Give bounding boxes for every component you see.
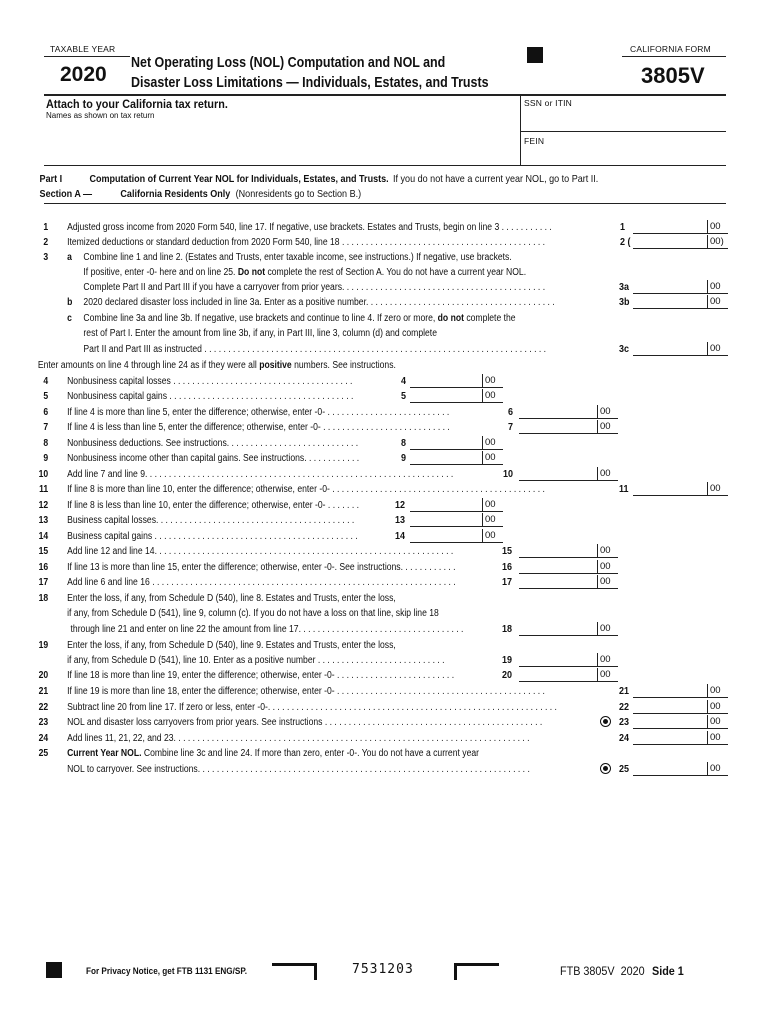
line-24-input[interactable] bbox=[633, 731, 707, 745]
line-24-cents[interactable]: 00 bbox=[707, 731, 728, 745]
line-18-row1 bbox=[0, 591, 662, 606]
ssn-divider bbox=[520, 95, 521, 165]
line-5-cents[interactable]: 00 bbox=[482, 389, 503, 403]
line-text: Combine line 3a and line 3b. If negative, use brackets and continue to line 4. If zero or more, bbox=[83, 313, 436, 324]
line-number: 20 bbox=[38, 670, 49, 681]
side-label: Side 1 bbox=[652, 964, 684, 978]
line-20-ref: 20 bbox=[502, 670, 513, 681]
line-number: 4 bbox=[43, 376, 49, 387]
line-number: 18 bbox=[38, 593, 49, 604]
line-number: 19 bbox=[38, 640, 49, 651]
ssn-label: SSN or ITIN bbox=[524, 98, 573, 108]
attach-notice: Attach to your California tax return. bbox=[46, 97, 228, 111]
line-14-ref: 14 bbox=[395, 531, 406, 542]
line-6-input[interactable] bbox=[519, 405, 597, 419]
line-10-input[interactable] bbox=[519, 467, 597, 481]
line-text: Nonbusiness income other than capital gains. See instructions. . . . . . . . . . . . bbox=[67, 453, 360, 464]
line-1-row bbox=[0, 220, 662, 235]
line-18-input[interactable] bbox=[519, 622, 597, 636]
line-text: Business capital losses. . . . . . . . . . . . . . . . . . . . . . . . . . . . . . . . . . . . . . . . . . bbox=[67, 515, 355, 526]
line-text: complete the rest of Section A. You do not have a current year NOL. bbox=[267, 267, 527, 278]
line-number: 15 bbox=[38, 546, 49, 557]
line-17-ref: 17 bbox=[502, 577, 513, 588]
line-24-ref: 24 bbox=[619, 733, 630, 744]
line-3c-row2 bbox=[0, 326, 662, 341]
line-text: If line 8 is more than line 10, enter the difference; otherwise, enter -0- . . . . . . . . . . . . . . . . . . . . . . . . . . . . . . . . . . . . . . . . . . . . . bbox=[67, 484, 545, 495]
line-19-input[interactable] bbox=[519, 653, 597, 667]
line-12-ref: 12 bbox=[395, 500, 406, 511]
line-7-input[interactable] bbox=[519, 420, 597, 434]
line-21-input[interactable] bbox=[633, 684, 707, 698]
form-title-line1: Net Operating Loss (NOL) Computation and NOL and bbox=[131, 55, 446, 71]
part1-title-note: If you do not have a current year NOL, go to Part II. bbox=[393, 173, 599, 185]
line-text: NOL to carryover. See instructions. . . . . . . . . . . . . . . . . . . . . . . . . . . . . . . . . . . . . . . . . . . . . . . . . . . . . . . . . . . . . . . . . . . . . . bbox=[67, 764, 530, 775]
line-11-row bbox=[0, 482, 662, 497]
line-18-row2 bbox=[0, 606, 662, 621]
line-8-input[interactable] bbox=[410, 436, 482, 450]
line-text: complete the bbox=[466, 313, 516, 324]
part1-title: Computation of Current Year NOL for Individuals, Estates, and Trusts. bbox=[89, 173, 389, 185]
line-7-cents[interactable]: 00 bbox=[597, 420, 618, 434]
line-14-input[interactable] bbox=[410, 529, 482, 543]
line-5-row bbox=[0, 389, 662, 404]
line-21-row bbox=[0, 684, 662, 699]
line-19-row1 bbox=[0, 638, 662, 653]
line-text: Complete Part II and Part III if you have a carryover from prior years. . . . . . . . . . . . . . . . . . . . . . . . . . . . . . . . . . . . . . . . . . . bbox=[83, 282, 546, 293]
line-6-ref: 6 bbox=[508, 407, 514, 418]
line-number: 16 bbox=[38, 562, 49, 573]
line-9-row bbox=[0, 451, 662, 466]
line-16-cents[interactable]: 00 bbox=[597, 560, 618, 574]
line-text: Part II and Part III as instructed . . . . . . . . . . . . . . . . . . . . . . . . . . . . . . . . . . . . . . . . . . . . . . . . . . . . . . . . . . . . . . . . . . . . . . . . bbox=[83, 344, 547, 355]
line-2-row bbox=[0, 235, 662, 250]
ssn-rule bbox=[520, 131, 726, 132]
line-text: If line 19 is more than line 18, enter the difference; otherwise, enter -0- . . . . . . . . . . . . . . . . . . . . . . . . . . . . . . . . . . . . . . . . . . . . bbox=[67, 686, 545, 697]
line-number: 1 bbox=[43, 222, 49, 233]
line-text: Nonbusiness capital losses . . . . . . . . . . . . . . . . . . . . . . . . . . . . . . . . . . . . . . bbox=[67, 376, 353, 387]
line-text: If line 13 is more than line 15, enter the difference; otherwise, enter -0-. See instructions. . . . . . . . . . . . bbox=[67, 562, 456, 573]
line-25-cents[interactable]: 00 bbox=[707, 762, 728, 776]
line-13-ref: 13 bbox=[395, 515, 406, 526]
line-4-cents[interactable]: 00 bbox=[482, 374, 503, 388]
line-number: 6 bbox=[43, 407, 49, 418]
line-3c-ref: 3c bbox=[619, 344, 630, 355]
line-16-ref: 16 bbox=[502, 562, 513, 573]
line-sub-letter: a bbox=[67, 252, 72, 263]
line-2-input[interactable] bbox=[633, 235, 707, 249]
line-text: Enter the loss, if any, from Schedule D (540), line 9. Estates and Trusts, enter the loss, bbox=[67, 640, 396, 651]
form-code: 7531203 bbox=[352, 962, 414, 977]
line-3c-row3 bbox=[0, 342, 662, 357]
section-a-rule bbox=[44, 203, 726, 204]
taxable-year-label: TAXABLE YEAR bbox=[50, 44, 116, 54]
line-3a-row3 bbox=[0, 280, 662, 295]
line-1-ref: 1 bbox=[620, 222, 626, 233]
line-number: 7 bbox=[43, 422, 49, 433]
section-a-title: California Residents Only bbox=[120, 188, 231, 200]
california-form-label: CALIFORNIA FORM bbox=[630, 44, 711, 54]
line-20-input[interactable] bbox=[519, 668, 597, 682]
line-text: 2020 declared disaster loss included in line 3a. Enter as a positive number. . . . . . . . . . . . . . . . . . . . . . . . . . . . . . . . . . . . . . . . bbox=[83, 297, 555, 308]
line-20-cents[interactable]: 00 bbox=[597, 668, 618, 682]
line-text: Add line 7 and line 9. . . . . . . . . . . . . . . . . . . . . . . . . . . . . . . . . . . . . . . . . . . . . . . . . . . . . . . . . . . . . . . . . bbox=[67, 469, 454, 480]
header-bottom-rule bbox=[44, 94, 726, 96]
line-13-input[interactable] bbox=[410, 513, 482, 527]
line-text: Subtract line 20 from line 17. If zero or less, enter -0-. . . . . . . . . . . . . . . . . . . . . . . . . . . . . . . . . . . . . . . . . . . . . . . . . . . . . . . . . . . . . bbox=[67, 702, 557, 713]
footer-corner-bracket-right bbox=[454, 963, 499, 980]
line-12-row bbox=[0, 498, 662, 513]
line-14-row bbox=[0, 529, 662, 544]
section-a-label: Section A — bbox=[39, 188, 93, 200]
line-number: 22 bbox=[38, 702, 49, 713]
line-21-ref: 21 bbox=[619, 686, 630, 697]
line-3b-row bbox=[0, 295, 662, 310]
line-text-wrap bbox=[38, 358, 396, 373]
line-3a-cents[interactable]: 00 bbox=[707, 280, 728, 294]
line-22-cents[interactable]: 00 bbox=[707, 700, 728, 714]
line-text: If line 18 is more than line 19, enter the difference; otherwise, enter -0- . . . . . . . . . . . . . . . . . . . . . . . . . bbox=[67, 670, 455, 681]
line-number: 24 bbox=[38, 733, 49, 744]
line-9-input[interactable] bbox=[410, 451, 482, 465]
line-23-ref: 23 bbox=[619, 717, 630, 728]
line-text: If line 8 is less than line 10, enter the difference; otherwise, enter -0- . . . . . . . bbox=[67, 500, 359, 511]
line-5-ref: 5 bbox=[401, 391, 407, 402]
line-number: 10 bbox=[38, 469, 49, 480]
line-10-cents[interactable]: 00 bbox=[597, 467, 618, 481]
line-text: If line 4 is less than line 5, enter the difference; otherwise, enter -0- . . . . . . . . . . . . . . . . . . . . . . . . . . . bbox=[67, 422, 450, 433]
line-6-cents[interactable]: 00 bbox=[597, 405, 618, 419]
line-number: 11 bbox=[39, 484, 49, 495]
line-4-input[interactable] bbox=[410, 374, 482, 388]
line-3b-input[interactable] bbox=[633, 295, 707, 309]
line-text: Combine line 1 and line 2. (Estates and Trusts, enter taxable income, see instructions.) If negative, use brackets. bbox=[83, 252, 512, 263]
line-22-ref: 22 bbox=[619, 702, 630, 713]
line-text: Enter amounts on line 4 through line 24 as if they were all bbox=[37, 360, 257, 371]
footer-scan-marker bbox=[46, 962, 62, 978]
line-number: 3 bbox=[43, 252, 49, 263]
line-18-ref: 18 bbox=[502, 624, 513, 635]
line-17-input[interactable] bbox=[519, 575, 597, 589]
line-12-input[interactable] bbox=[410, 498, 482, 512]
line-text: Add line 12 and line 14. . . . . . . . . . . . . . . . . . . . . . . . . . . . . . . . . . . . . . . . . . . . . . . . . . . . . . . . . . . . . . . bbox=[67, 546, 454, 557]
line-8-cents[interactable]: 00 bbox=[482, 436, 503, 450]
line-12-cents[interactable]: 00 bbox=[482, 498, 503, 512]
line-19-cents[interactable]: 00 bbox=[597, 653, 618, 667]
line-number: 21 bbox=[38, 686, 49, 697]
line-1-input[interactable] bbox=[633, 220, 707, 234]
line-text: Enter the loss, if any, from Schedule D (540), line 8. Estates and Trusts, enter the loss, bbox=[67, 593, 396, 604]
names-label: Names as shown on tax return bbox=[46, 111, 155, 120]
line-3b-ref: 3b bbox=[619, 297, 630, 308]
line-25-ref: 25 bbox=[619, 764, 630, 775]
line-3a-ref: 3a bbox=[619, 282, 630, 293]
line-text: Combine line 3c and line 24. If more than zero, enter -0-. You do not have a current year bbox=[143, 748, 480, 759]
line-7-ref: 7 bbox=[508, 422, 514, 433]
line-9-ref: 9 bbox=[401, 453, 407, 464]
line-sub-letter: b bbox=[67, 297, 73, 308]
line-3c-row1 bbox=[0, 311, 662, 326]
line-text: Nonbusiness capital gains . . . . . . . . . . . . . . . . . . . . . . . . . . . . . . . . . . . . . . . bbox=[67, 391, 354, 402]
line-number: 23 bbox=[38, 717, 49, 728]
line-25-row2 bbox=[0, 762, 662, 777]
line-3c-input[interactable] bbox=[633, 342, 707, 356]
form-number: 3805V bbox=[641, 63, 705, 88]
line-2-cents[interactable]: 00) bbox=[707, 235, 728, 249]
line-text: numbers. See instructions. bbox=[294, 360, 396, 371]
line-text: if any, from Schedule D (541), line 9, column (c). If you do not have a loss on that line, skip line 18 bbox=[67, 608, 439, 619]
line-text: rest of Part I. Enter the amount from line 3b, if any, in Part III, line 3, column (d) and complete bbox=[83, 328, 437, 339]
line-15-ref: 15 bbox=[502, 546, 513, 557]
line-9-cents[interactable]: 00 bbox=[482, 451, 503, 465]
line-22-input[interactable] bbox=[633, 700, 707, 714]
line-text: Adjusted gross income from 2020 Form 540, line 17. If negative, use brackets. Estates and Trusts, begin on line 3 . . . . . . . . . . . bbox=[67, 222, 552, 233]
line-23-input[interactable] bbox=[633, 715, 707, 729]
header-section-rule bbox=[44, 165, 726, 166]
line-text-wrap bbox=[83, 265, 526, 280]
line-number: 5 bbox=[43, 391, 49, 402]
line-number: 8 bbox=[43, 438, 49, 449]
line-number: 13 bbox=[38, 515, 49, 526]
scan-marker bbox=[527, 47, 543, 63]
line-17-cents[interactable]: 00 bbox=[597, 575, 618, 589]
line-text: through line 21 and enter on line 22 the amount from line 17. . . . . . . . . . . . . . . . . . . . . . . . . . . . . . . . . . . bbox=[70, 624, 464, 635]
line-3a-row2 bbox=[0, 265, 662, 280]
line-text-bold: Do not bbox=[237, 267, 266, 278]
line-15-input[interactable] bbox=[519, 544, 597, 558]
line-24-row bbox=[0, 731, 662, 746]
privacy-notice: For Privacy Notice, get FTB 1131 ENG/SP. bbox=[86, 966, 248, 977]
line-1-cents[interactable]: 00 bbox=[707, 220, 728, 234]
line-sub-letter: c bbox=[67, 313, 72, 324]
line-3a-input[interactable] bbox=[633, 280, 707, 294]
line-11-input[interactable] bbox=[633, 482, 707, 496]
line-text: NOL and disaster loss carryovers from prior years. See instructions . . . . . . . . . . . . . . . . . . . . . . . . . . . . . . . . . . . . . . . . . . . . . . bbox=[67, 717, 543, 728]
section-a-note: (Nonresidents go to Section B.) bbox=[235, 188, 362, 200]
line-text-bold: do not bbox=[437, 313, 464, 324]
instructions-bullet-icon bbox=[600, 763, 611, 774]
line-11-cents[interactable]: 00 bbox=[707, 482, 728, 496]
line-number: 17 bbox=[38, 577, 49, 588]
part1-title-row bbox=[0, 172, 662, 187]
line-19-ref: 19 bbox=[502, 655, 513, 666]
line-text: If positive, enter -0- here and on line 25. bbox=[83, 267, 236, 278]
line-number: 14 bbox=[38, 531, 49, 542]
line-text-wrap bbox=[83, 311, 515, 326]
header-top-rule-right bbox=[622, 56, 726, 57]
header-top-rule bbox=[44, 56, 130, 57]
line-11-ref: 11 bbox=[619, 484, 629, 495]
line-2-ref: 2 ( bbox=[620, 237, 631, 248]
line-text-wrap bbox=[67, 746, 479, 761]
line-16-input[interactable] bbox=[519, 560, 597, 574]
line-13-cents[interactable]: 00 bbox=[482, 513, 503, 527]
enter-amounts-note bbox=[0, 358, 662, 373]
line-number: 25 bbox=[38, 748, 49, 759]
line-21-cents[interactable]: 00 bbox=[707, 684, 728, 698]
line-8-row bbox=[0, 436, 662, 451]
line-4-ref: 4 bbox=[401, 376, 407, 387]
instructions-bullet-icon bbox=[600, 716, 611, 727]
line-4-row bbox=[0, 374, 662, 389]
line-3c-cents[interactable]: 00 bbox=[707, 342, 728, 356]
line-text: if any, from Schedule D (541), line 10. Enter as a positive number . . . . . . . . . . . . . . . . . . . . . . . . . . . bbox=[67, 655, 445, 666]
line-8-ref: 8 bbox=[401, 438, 407, 449]
line-18-cents[interactable]: 00 bbox=[597, 622, 618, 636]
line-23-cents[interactable]: 00 bbox=[707, 715, 728, 729]
line-text: Add lines 11, 21, 22, and 23. . . . . . . . . . . . . . . . . . . . . . . . . . . . . . . . . . . . . . . . . . . . . . . . . . . . . . . . . . . . . . . . . . . . . . . . . . . bbox=[67, 733, 530, 744]
line-25-input[interactable] bbox=[633, 762, 707, 776]
part1-label: Part I bbox=[39, 173, 63, 185]
fein-input[interactable] bbox=[524, 146, 724, 166]
line-text: Business capital gains . . . . . . . . . . . . . . . . . . . . . . . . . . . . . . . . . . . . . . . . . . . bbox=[67, 531, 358, 542]
line-text: Itemized deductions or standard deduction from 2020 Form 540, line 18 . . . . . . . . . . . . . . . . . . . . . . . . . . . . . . . . . . . . . . . . . . . bbox=[67, 237, 546, 248]
line-number: 9 bbox=[43, 453, 49, 464]
line-text-bold: positive bbox=[259, 360, 292, 371]
line-22-row bbox=[0, 700, 662, 715]
section-a-row bbox=[0, 187, 662, 202]
line-text-bold: Current Year NOL. bbox=[67, 748, 142, 759]
line-text: If line 4 is more than line 5, enter the difference; otherwise, enter -0- . . . . . . . . . . . . . . . . . . . . . . . . . . bbox=[67, 407, 450, 418]
form-identifier: FTB 3805V 2020 bbox=[560, 964, 645, 978]
line-text: Add line 6 and line 16 . . . . . . . . . . . . . . . . . . . . . . . . . . . . . . . . . . . . . . . . . . . . . . . . . . . . . . . . . . . . . . . . bbox=[67, 577, 456, 588]
line-3b-cents[interactable]: 00 bbox=[707, 295, 728, 309]
line-10-ref: 10 bbox=[503, 469, 514, 480]
line-number: 2 bbox=[43, 237, 49, 248]
line-25-row1 bbox=[0, 746, 662, 761]
line-3a-row1 bbox=[0, 250, 662, 265]
line-14-cents[interactable]: 00 bbox=[482, 529, 503, 543]
line-23-row bbox=[0, 715, 662, 730]
footer-corner-bracket-left bbox=[272, 963, 317, 980]
line-15-cents[interactable]: 00 bbox=[597, 544, 618, 558]
line-5-input[interactable] bbox=[410, 389, 482, 403]
line-13-row bbox=[0, 513, 662, 528]
line-number: 12 bbox=[38, 500, 49, 511]
tax-year: 2020 bbox=[60, 63, 107, 86]
line-text: Nonbusiness deductions. See instructions. . . . . . . . . . . . . . . . . . . . . . . . . . . . bbox=[67, 438, 359, 449]
ssn-input[interactable] bbox=[524, 110, 724, 132]
form-title-line2: Disaster Loss Limitations — Individuals, Estates, and Trusts bbox=[131, 75, 489, 91]
fein-label: FEIN bbox=[524, 136, 545, 146]
names-input[interactable] bbox=[46, 122, 520, 164]
